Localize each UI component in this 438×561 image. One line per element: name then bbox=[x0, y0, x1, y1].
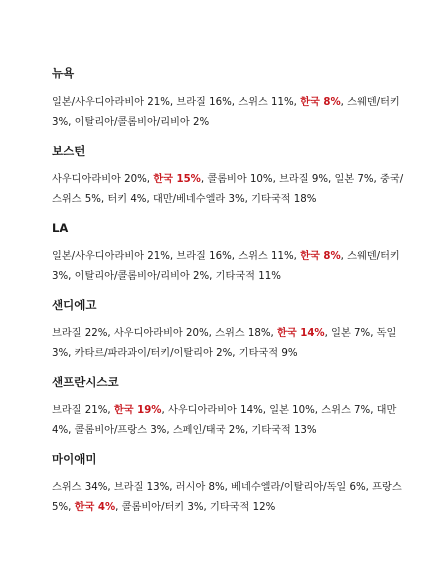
korea-highlight: 한국 19% bbox=[113, 405, 162, 416]
nationality-breakdown bbox=[52, 247, 418, 287]
korea-highlight: 한국 14% bbox=[277, 328, 325, 339]
city-title: LA bbox=[52, 221, 69, 235]
city-title: 샌디에고 bbox=[52, 298, 97, 312]
segment-text: 스위스 34%, 브라질 13%, 러시아 8%, 베네수엘라/이탈리아/독일 6%, 프랑스 5%, bbox=[52, 482, 402, 513]
segment-text: , 콜롬비아/터키 3%, 기타국적 12% bbox=[115, 502, 276, 513]
segment-text: , 사우디아라비아 14%, 일본 10%, 스위스 7%, 대만 4%, 콜롬비아/프랑스 3%, 스페인/태국 2%, 기타국적 13% bbox=[52, 405, 397, 436]
segment-text: 사우디아라비아 20%, bbox=[52, 174, 154, 185]
nationality-breakdown bbox=[52, 478, 418, 518]
korea-highlight: 한국 15% bbox=[153, 174, 201, 185]
segment-text: , 콜롬비아 10%, 브라질 9%, 일본 7%, 중국/스위스 5%, 터키 4%, 대만/베네수엘라 3%, 기타국적 18% bbox=[52, 174, 404, 205]
korea-highlight: 한국 8% bbox=[300, 251, 341, 262]
segment-text: 일본/사우디아라비아 21%, 브라질 16%, 스위스 11%, bbox=[52, 97, 301, 108]
segment-text: , 스웨덴/터키 3%, 이탈리아/콜롬비아/리비아 2%, 기타국적 11% bbox=[52, 251, 400, 282]
segment-text: 브라질 21%, bbox=[52, 405, 114, 416]
nationality-breakdown bbox=[52, 324, 418, 364]
segment-text: , 일본 7%, 독일 3%, 카타르/파라과이/터키/이탈리아 2%, 기타국적 9% bbox=[52, 328, 397, 359]
nationality-breakdown bbox=[52, 170, 418, 210]
city-title: 샌프란시스코 bbox=[52, 375, 119, 389]
korea-highlight: 한국 4% bbox=[74, 502, 116, 513]
nationality-breakdown bbox=[52, 401, 418, 441]
nationality-breakdown bbox=[52, 93, 418, 133]
segment-text: 일본/사우디아라비아 21%, 브라질 16%, 스위스 11%, bbox=[52, 251, 301, 262]
city-title: 마이애미 bbox=[52, 452, 97, 466]
city-title: 보스턴 bbox=[52, 144, 86, 158]
segment-text: , 스웨덴/터키 3%, 이탈리아/콜롬비아/리비아 2% bbox=[52, 97, 400, 128]
segment-text: 브라질 22%, 사우디아라비아 20%, 스위스 18%, bbox=[52, 328, 278, 339]
korea-highlight: 한국 8% bbox=[300, 97, 341, 108]
city-title: 뉴욕 bbox=[52, 66, 75, 80]
